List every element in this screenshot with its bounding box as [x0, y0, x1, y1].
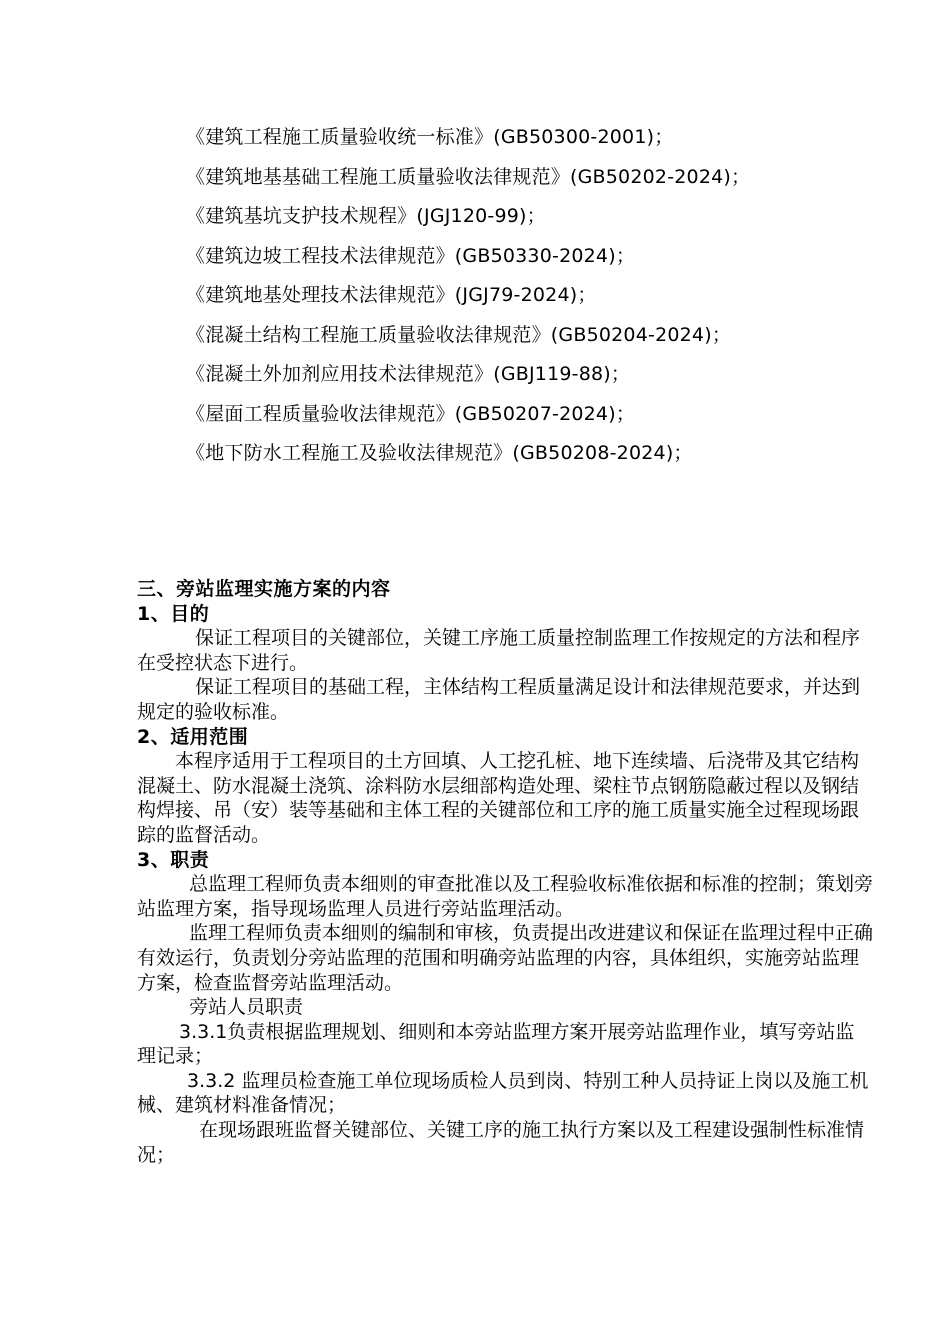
reference-item: 《建筑边坡工程技术法律规范》(GB50330-2024)； [186, 244, 636, 267]
duties-item-3-3-1: 3.3.1负责根据监理规划、细则和本旁站监理方案开展旁站监理作业，填写旁站监理记录； [137, 1020, 855, 1068]
scope-heading: 2、适用范围 [137, 725, 249, 748]
reference-item: 《建筑工程施工质量验收统一标准》(GB50300-2001)； [186, 126, 674, 148]
reference-item: 《混凝土结构工程施工质量验收法律规范》(GB50204-2024)； [186, 323, 732, 346]
purpose-paragraph-2: 保证工程项目的基础工程，主体结构工程质量满足设计和法律规范要求，并达到规定的验收标准。 [137, 676, 861, 723]
section-heading: 三、旁站监理实施方案的内容 [137, 578, 391, 600]
duties-paragraph-3: 旁站人员职责 [189, 996, 304, 1019]
duties-paragraph-2: 监理工程师负责本细则的编制和审核，负责提出改进建议和保证在监理过程中正确有效运行，负责划分旁站监理的范围和明确旁站监理的内容，具体组织，实施旁站监理方案，检查监督旁站监理活动。 [137, 922, 874, 994]
reference-item: 《建筑基坑支护技术规程》(JGJ120-99)； [186, 205, 546, 227]
reference-item: 《地下防水工程施工及验收法律规范》(GB50208-2024)； [186, 442, 693, 464]
purpose-heading: 1、目的 [137, 602, 210, 625]
purpose-paragraph-1: 保证工程项目的关键部位，关键工序施工质量控制监理工作按规定的方法和程序在受控状态下进行。 [137, 627, 861, 674]
reference-item: 《建筑地基处理技术法律规范》(JGJ79-2024)； [186, 284, 597, 306]
duties-item-3-3-2: 3.3.2 监理员检查施工单位现场质检人员到岗、特别工种人员持证上岗以及施工机械、建筑材料准备情况； [137, 1069, 869, 1117]
reference-list [186, 118, 906, 474]
reference-item: 《屋面工程质量验收法律规范》(GB50207-2024)； [186, 402, 636, 425]
duties-heading: 3、职责 [137, 848, 210, 871]
section-3 [137, 577, 873, 1167]
reference-item: 《建筑地基基础工程施工质量验收法律规范》(GB50202-2024)； [186, 165, 751, 188]
reference-item: 《混凝土外加剂应用技术法律规范》(GBJ119-88)； [186, 363, 631, 385]
duties-paragraph-6: 在现场跟班监督关键部位、关键工序的施工执行方案以及工程建设强制性标准情况； [137, 1119, 865, 1166]
duties-paragraph-1: 总监理工程师负责本细则的审查批准以及工程验收标准依据和标准的控制；策划旁站监理方案，指导现场监理人员进行旁站监理活动。 [137, 873, 874, 920]
scope-paragraph: 本程序适用于工程项目的土方回填、人工挖孔桩、地下连续墙、后浇带及其它结构混凝土、防水混凝土浇筑、涂料防水层细部构造处理、梁柱节点钢筋隐蔽过程以及钢结构焊接、吊（安）装等基础和主体工程的关键部位和工序的施工质量实施全过程现场跟踪的监督活动。 [137, 750, 860, 846]
